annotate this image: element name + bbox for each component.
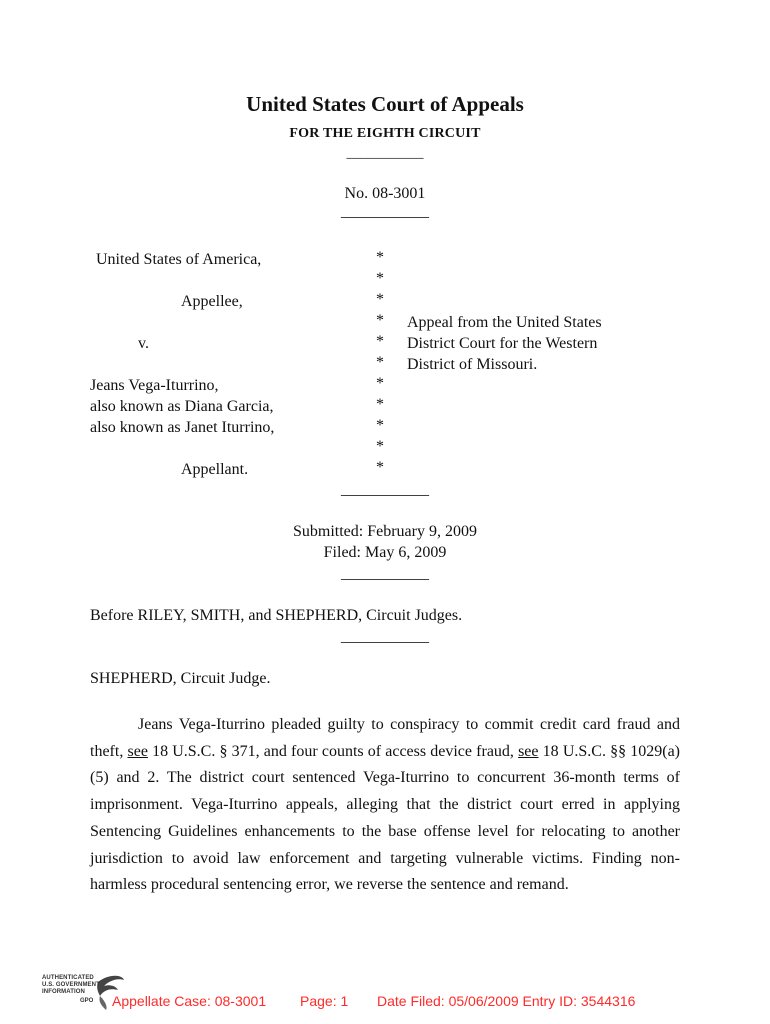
caption-star: * bbox=[376, 375, 384, 392]
gpo-logo-line: U.S. GOVERNMENT bbox=[42, 982, 100, 988]
court-title: United States Court of Appeals bbox=[246, 92, 524, 116]
opinion-text: 18 U.S.C. §§ 1029(a)(5) and 2. The district court sentenced Vega-Iturrino to concurrent 36-month terms of imprisonment. Vega-Iturrino appeals, alleging that the district court erred in applying Sentencing Guidelines enhancements to the base offense level for relocating to another jurisdiction to avoid law enforcement and targeting vulnerable victims. Finding non-harmless procedural sentencing error, we reverse the sentence and remand. bbox=[90, 742, 680, 894]
caption-versus: v. bbox=[138, 335, 149, 352]
circuit-subtitle: FOR THE EIGHTH CIRCUIT bbox=[289, 126, 481, 141]
opinion-paragraph bbox=[90, 712, 680, 899]
opinion-body bbox=[90, 712, 680, 899]
appellant-alias-1: also known as Diana Garcia, bbox=[90, 398, 274, 415]
panel-rule: ___________ bbox=[341, 628, 429, 645]
case-number: No. 08-3001 bbox=[344, 185, 426, 202]
caption-star: * bbox=[376, 312, 384, 329]
citation-signal-see: see bbox=[127, 742, 148, 760]
submitted-date: Submitted: February 9, 2009 bbox=[293, 523, 477, 540]
caption-party-appellee: United States of America, bbox=[96, 251, 262, 268]
appellant-name: Jeans Vega-Iturrino, bbox=[90, 377, 219, 394]
footer-page-number: Page: 1 bbox=[300, 993, 349, 1009]
dates-rule: ___________ bbox=[341, 565, 429, 582]
gpo-logo-label: GPO bbox=[80, 998, 94, 1004]
appeal-origin-line: District of Missouri. bbox=[407, 356, 538, 373]
gpo-logo-text bbox=[42, 975, 100, 996]
appeal-origin-line: District Court for the Western bbox=[407, 335, 598, 352]
caption-rule: ___________ bbox=[341, 481, 429, 498]
opinion-author: SHEPHERD, Circuit Judge. bbox=[90, 670, 271, 687]
opinion-text: Jeans Vega-Iturrino pleaded guilty to conspiracy to commit credit card fraud and theft, bbox=[90, 716, 680, 760]
footer-filed-entry: Date Filed: 05/06/2009 Entry ID: 3544316 bbox=[377, 993, 636, 1009]
appellant-alias-2: also known as Janet Iturrino, bbox=[90, 419, 275, 436]
filed-date: Filed: May 6, 2009 bbox=[323, 544, 447, 561]
caption-star: * bbox=[376, 438, 384, 455]
panel-judges: Before RILEY, SMITH, and SHEPHERD, Circuit Judges. bbox=[90, 607, 463, 624]
caption-star-column bbox=[376, 247, 384, 478]
header-rule: ___________ bbox=[346, 146, 424, 161]
caption-party-appellant bbox=[90, 375, 274, 438]
caption-star: * bbox=[376, 354, 384, 371]
case-number-rule: ___________ bbox=[341, 203, 429, 220]
caption-star: * bbox=[376, 459, 384, 476]
caption-star: * bbox=[376, 417, 384, 434]
caption-role-appellant: Appellant. bbox=[181, 461, 249, 478]
citation-signal-see: see bbox=[518, 742, 539, 760]
appeal-origin-line: Appeal from the United States bbox=[407, 314, 602, 331]
appeal-origin bbox=[407, 312, 602, 375]
caption-star: * bbox=[376, 333, 384, 350]
caption-star: * bbox=[376, 291, 384, 308]
gpo-logo-line: INFORMATION bbox=[42, 989, 85, 995]
footer-case-number: Appellate Case: 08-3001 bbox=[112, 993, 267, 1009]
opinion-text: 18 U.S.C. § 371, and four counts of access device fraud, bbox=[147, 742, 519, 760]
caption-role-appellee: Appellee, bbox=[181, 293, 243, 310]
gpo-logo-line: AUTHENTICATED bbox=[42, 975, 94, 981]
caption-star: * bbox=[376, 249, 384, 266]
caption-star: * bbox=[376, 396, 384, 413]
caption-star: * bbox=[376, 270, 384, 287]
